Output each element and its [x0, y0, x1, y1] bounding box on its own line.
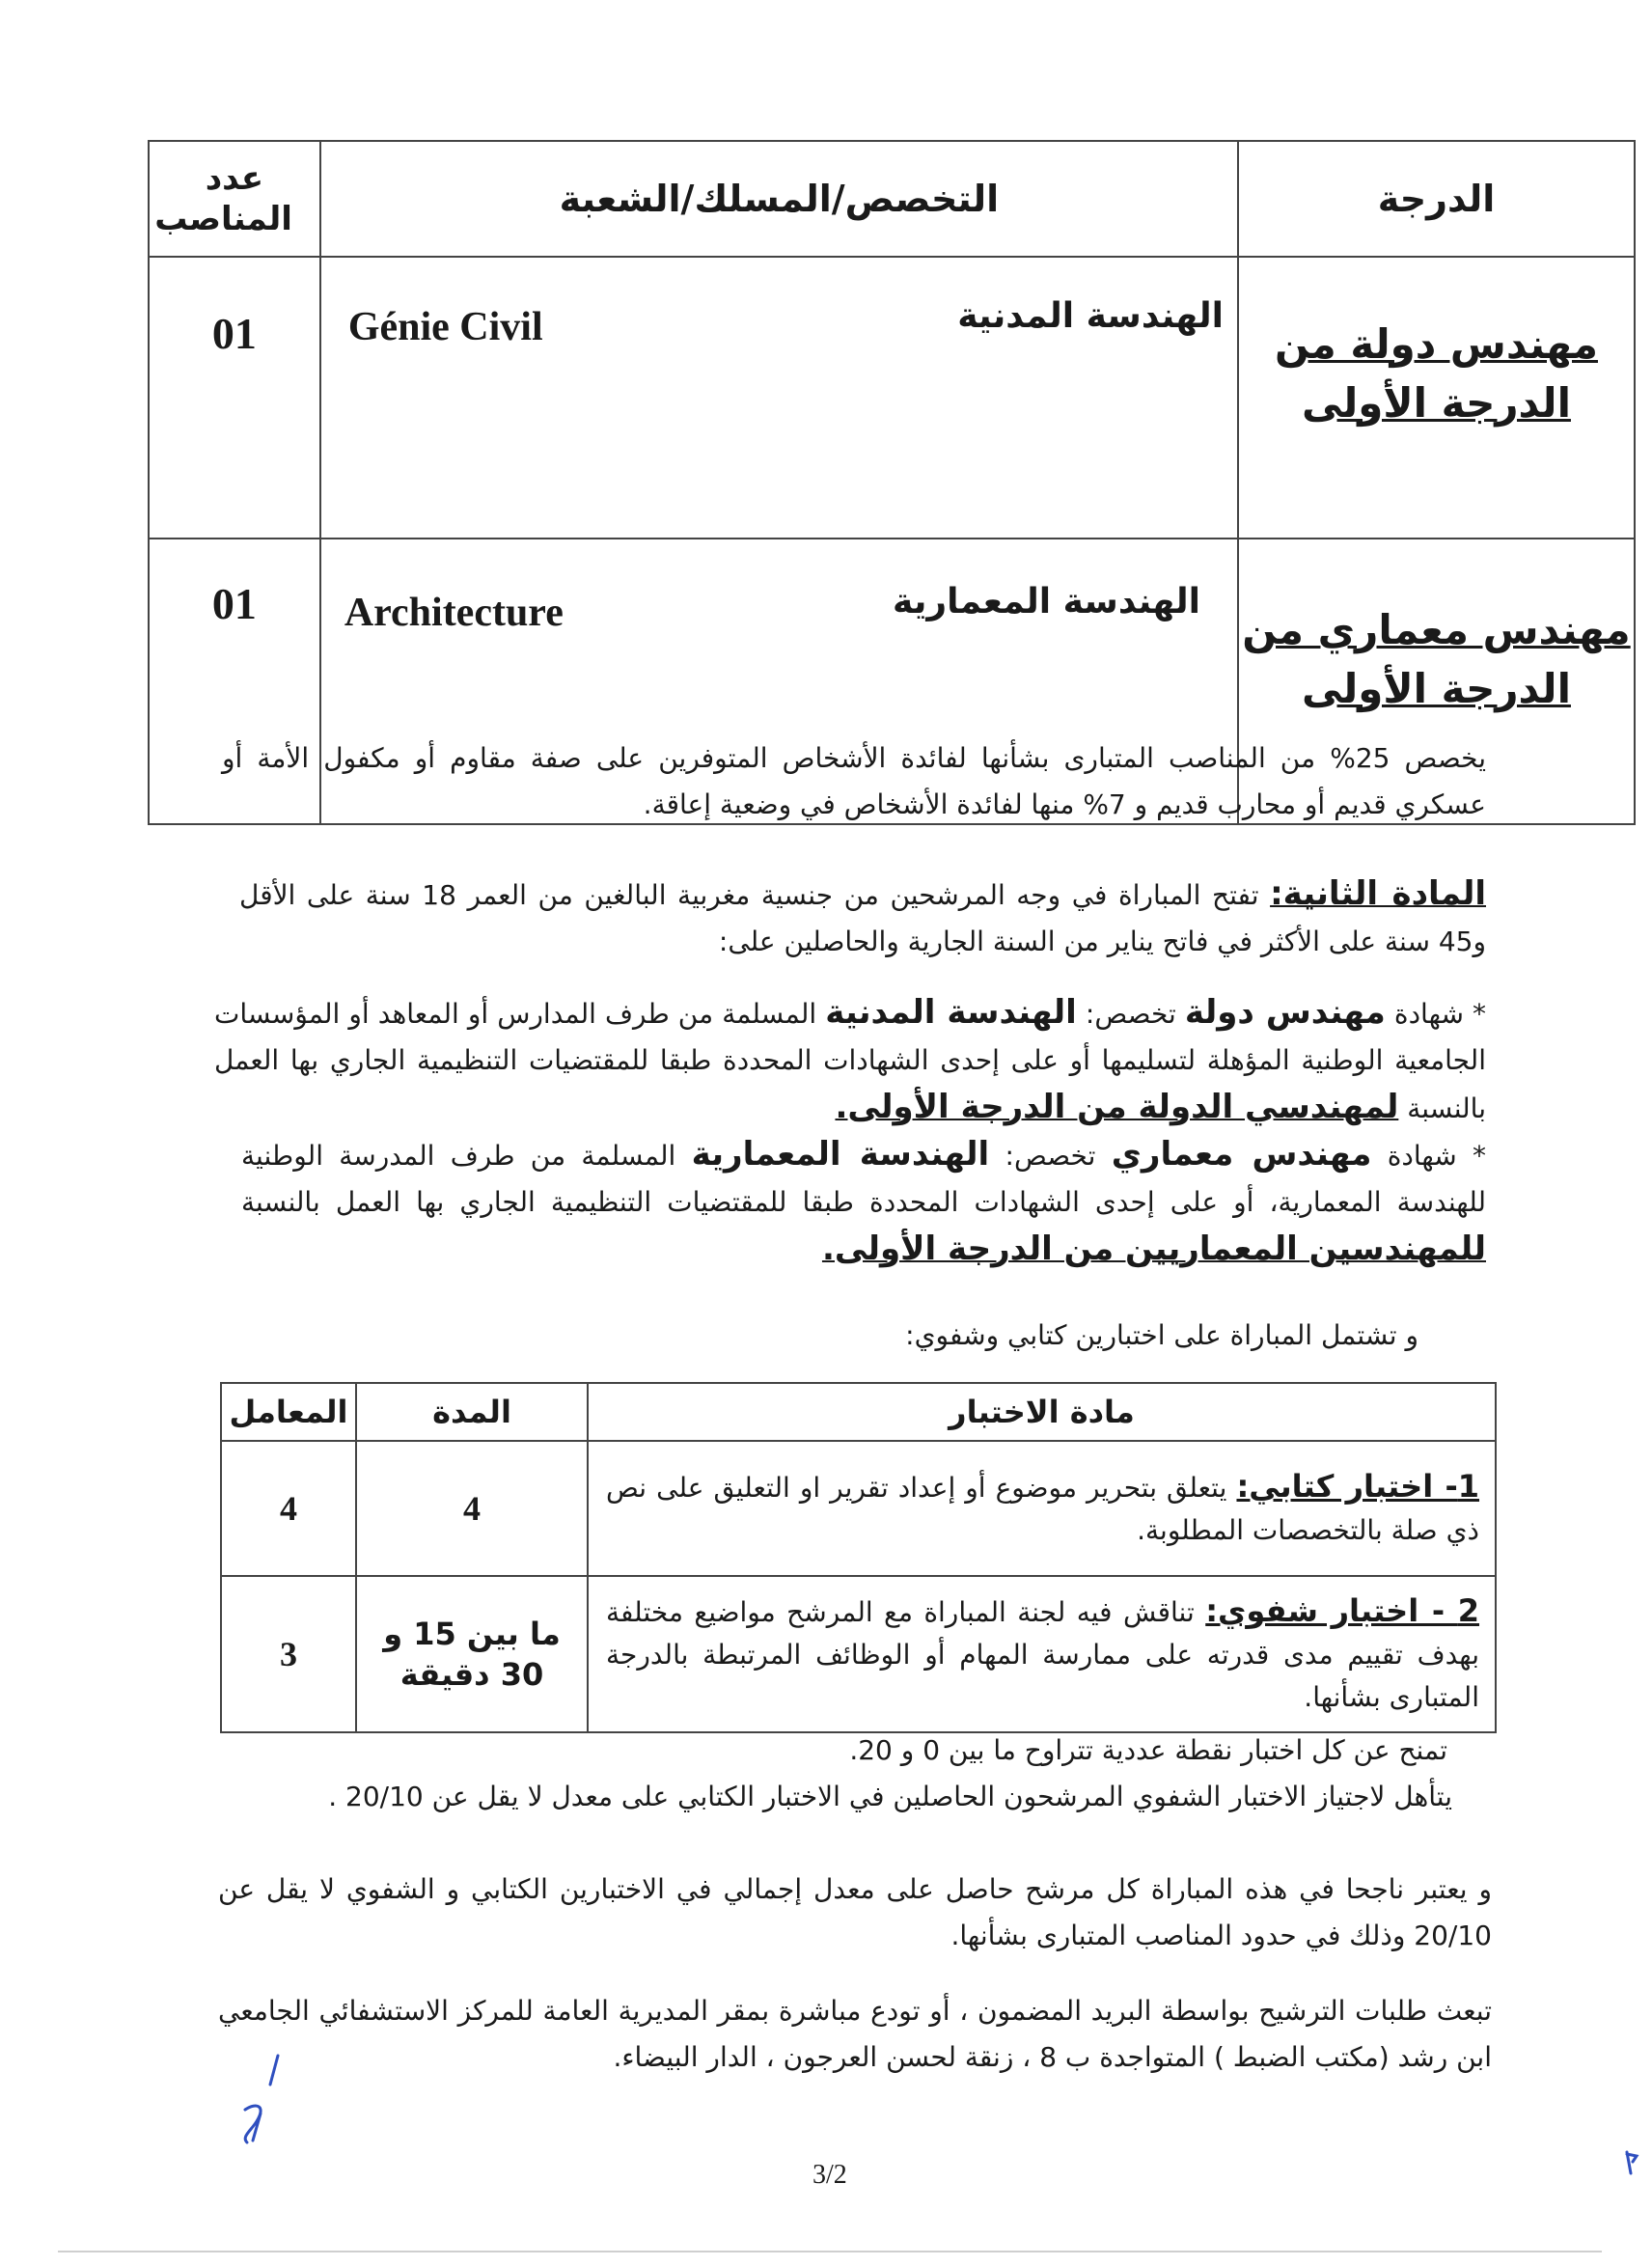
article-2-text: تفتح المباراة في وجه المرشحين من جنسية مغربية البالغين من العمر 18 سنة على الأقل و45 سنة على الأكثر في فاتح يناير من السنة الجارية والحاصلين على:: [239, 879, 1486, 957]
exams-header-row: [221, 1383, 1496, 1441]
handwritten-initials-mark: [228, 2052, 315, 2148]
exam-text: يتعلق بتحرير موضوع أو إعداد تقرير او التعليق على نص ذي صلة بالتخصصات المطلوبة.: [606, 1472, 1479, 1546]
cert-2-field: الهندسة المعمارية: [691, 1135, 990, 1174]
cert-2-underlined: للمهندسين المعماريين من الدرجة الأولى.: [821, 1230, 1486, 1268]
exam-duration: 4: [356, 1441, 588, 1576]
cert-1-field: الهندسة المدنية: [825, 993, 1077, 1032]
certificate-architecture-paragraph: [241, 1131, 1486, 1274]
exams-intro: و تشتمل المباراة على اختبارين كتابي وشفوي:: [905, 1319, 1418, 1351]
exam-row: [221, 1441, 1496, 1576]
header-count: [149, 141, 320, 257]
header-specialty: التخصص/المسلك/الشعبة: [320, 141, 1238, 257]
specialty-arabic: الهندسة المدنية: [957, 296, 1224, 336]
quota-paragraph: يخصص 25% من المناصب المتبارى بشأنها لفائدة الأشخاص المتوفرين على صفة مقاوم أو مكفول الأمة أو عسكري قديم أو محارب قديم و 7% منها لفائدة الأشخاص في وضعية إعاقة.: [222, 742, 1486, 820]
exam-label: 1- اختبار كتابي:: [1236, 1468, 1480, 1505]
header-subject: مادة الاختبار: [588, 1383, 1496, 1441]
specialty-arabic: الهندسة المعمارية: [893, 582, 1200, 622]
specialty-french: Génie Civil: [347, 305, 543, 349]
specialty-french: Architecture: [344, 591, 564, 635]
grade-line-1: مهندس معماري من: [1242, 606, 1631, 653]
scan-edge-line: [58, 2251, 1602, 2252]
grading-line-2: يتأهل لاجتياز الاختبار الشفوي المرشحون الحاصلين في الاختبار الكتابي على معدل لا يقل عن 20/10 .: [328, 1781, 1452, 1812]
exam-coefficient: 4: [221, 1441, 356, 1576]
exam-coefficient: 3: [221, 1576, 356, 1732]
grade-line-1: مهندس دولة من: [1274, 320, 1598, 368]
header-grade: الدرجة: [1238, 141, 1635, 257]
grades-table: [148, 140, 1636, 825]
cert-1-role: مهندس دولة: [1184, 993, 1386, 1032]
cert-2-role: مهندس معماري: [1111, 1135, 1372, 1174]
cert-1-mid: تخصص:: [1085, 998, 1176, 1030]
cert-1-underlined: لمهندسي الدولة من الدرجة الأولى.: [835, 1088, 1399, 1126]
article-2-title: المادة الثانية:: [1270, 874, 1486, 913]
exam-text: تناقش فيه لجنة المباراة مع المرشح مواضيع مختلفة بهدف تقييم مدى قدرته على ممارسة المهام أو الوظائف المرتبطة بالدرجة المتبارى بشأنها.: [606, 1596, 1479, 1713]
margin-mark: [1621, 2148, 1642, 2177]
header-duration: المدة: [356, 1383, 588, 1441]
grades-header-row: [149, 141, 1635, 257]
count-cell: 01: [149, 257, 320, 539]
cert-1-text: المسلمة من طرف المدارس أو المعاهد أو المؤسسات الجامعية الوطنية المؤهلة لتسليمها أو على إحدى الشهادات المحددة طبقا للمقتضيات التنظيمية الجاري بها العمل بالنسبة: [214, 998, 1486, 1124]
grade-line-2: الدرجة الأولى: [1301, 378, 1571, 427]
certificate-civil-paragraph: [214, 989, 1486, 1132]
count-cell: 01: [149, 539, 320, 824]
specialty-cell: [320, 257, 1238, 539]
submission-paragraph: تبعث طلبات الترشيح بواسطة البريد المضمون ، أو تودع مباشرة بمقر المديرية العامة للمركز الاستشفائي الجامعي ابن رشد (مكتب الضبط ) المتواجدة ب 8 ، زنقة لحسن العرجون ، الدار البيضاء.: [218, 1995, 1492, 2073]
exam-subject-cell: [588, 1576, 1496, 1732]
exam-subject-cell: [588, 1441, 1496, 1576]
grading-line-1: تمنح عن كل اختبار نقطة عددية تتراوح ما بين 0 و 20.: [849, 1734, 1447, 1766]
page-number: 3/2: [812, 2160, 847, 2190]
cert-2-prefix: * شهادة: [1387, 1140, 1487, 1172]
exam-label: 2 - اختبار شفوي:: [1205, 1592, 1480, 1629]
article-2-paragraph: [239, 870, 1486, 965]
header-coefficient: المعامل: [221, 1383, 356, 1441]
grade-line-2: الدرجة الأولى: [1301, 664, 1571, 712]
cert-1-prefix: * شهادة: [1393, 998, 1487, 1030]
exams-table: [220, 1382, 1497, 1733]
success-paragraph: و يعتبر ناجحا في هذه المباراة كل مرشح حاصل على معدل إجمالي في الاختبارين الكتابي و الشفوي لا يقل عن 20/10 وذلك في حدود المناصب المتبارى بشأنها.: [218, 1873, 1492, 1951]
grade-cell: [1238, 257, 1635, 539]
cert-2-mid: تخصص:: [1005, 1140, 1096, 1172]
header-count-text: عدد المناصب: [154, 158, 292, 238]
exam-row: [221, 1576, 1496, 1732]
grades-row: [149, 257, 1635, 539]
exam-duration: ما بين 15 و 30 دقيقة: [356, 1576, 588, 1732]
cert-2-text: المسلمة من طرف المدرسة الوطنية للهندسة المعمارية، أو على إحدى الشهادات المحددة طبقا للمقتضيات التنظيمية الجاري بها العمل بالنسبة: [241, 1140, 1486, 1218]
